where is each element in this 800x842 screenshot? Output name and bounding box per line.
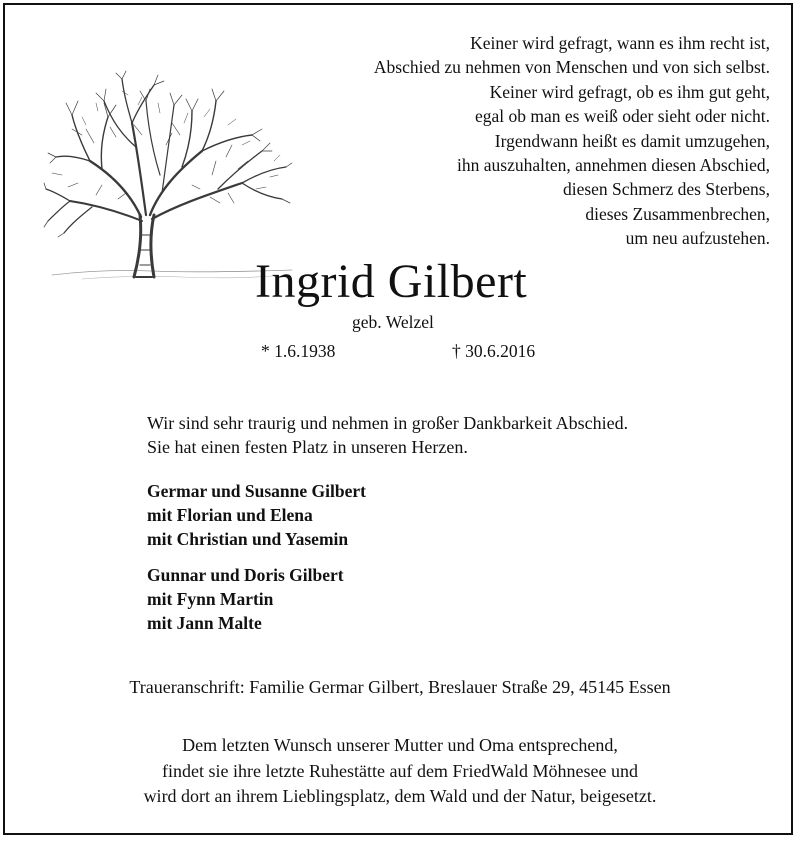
closing-text — [0, 733, 800, 810]
poem-line: egal ob man es weiß oder sieht oder nicht. — [475, 106, 770, 127]
poem-line: Keiner wird gefragt, wann es ihm recht ist, — [470, 33, 770, 53]
mourning-address: Traueranschrift: Familie Germar Gilbert, Breslauer Straße 29, 45145 Essen — [129, 677, 671, 697]
poem-line: um neu aufzustehen. — [625, 228, 770, 249]
mourner-line: mit Fynn Martin — [147, 589, 274, 609]
intro-line: Wir sind sehr traurig und nehmen in großer Dankbarkeit Abschied. — [147, 413, 629, 433]
deceased-name: Ingrid Gilbert — [255, 255, 528, 308]
mourner-line: mit Jann Malte — [147, 613, 262, 633]
closing-line: Dem letzten Wunsch unserer Mutter und Oma entsprechend, — [182, 735, 618, 755]
mourner-group — [147, 479, 366, 551]
poem-line: diesen Schmerz des Sterbens, — [562, 179, 770, 200]
mourner-line: Germar und Susanne Gilbert — [147, 481, 366, 501]
closing-line: wird dort an ihrem Lieblingsplatz, dem Wald und der Natur, beigesetzt. — [143, 786, 657, 806]
closing-line: findet sie ihre letzte Ruhestätte auf dem FriedWald Möhnesee und — [162, 760, 638, 781]
intro-text — [147, 412, 628, 459]
poem — [374, 31, 770, 251]
maiden-name: geb. Welzel — [352, 312, 434, 332]
poem-line: ihn auszuhalten, annehmen diesen Abschied, — [457, 155, 770, 176]
birth-date: * 1.6.1938 — [261, 341, 336, 361]
mourner-line: Gunnar und Doris Gilbert — [147, 565, 344, 585]
mourner-line: mit Florian und Elena — [147, 505, 313, 525]
poem-line: dieses Zusammenbrechen, — [585, 203, 770, 224]
poem-line: Abschied zu nehmen von Menschen und von sich selbst. — [373, 57, 770, 78]
poem-line: Keiner wird gefragt, ob es ihm gut geht, — [489, 81, 770, 102]
intro-line: Sie hat einen festen Platz in unseren Herzen. — [147, 436, 468, 457]
mourner-line: mit Christian und Yasemin — [147, 529, 349, 549]
poem-line: Irgendwann heißt es damit umzugehen, — [494, 130, 770, 151]
death-date: † 30.6.2016 — [452, 341, 536, 361]
mourner-group — [147, 563, 344, 635]
